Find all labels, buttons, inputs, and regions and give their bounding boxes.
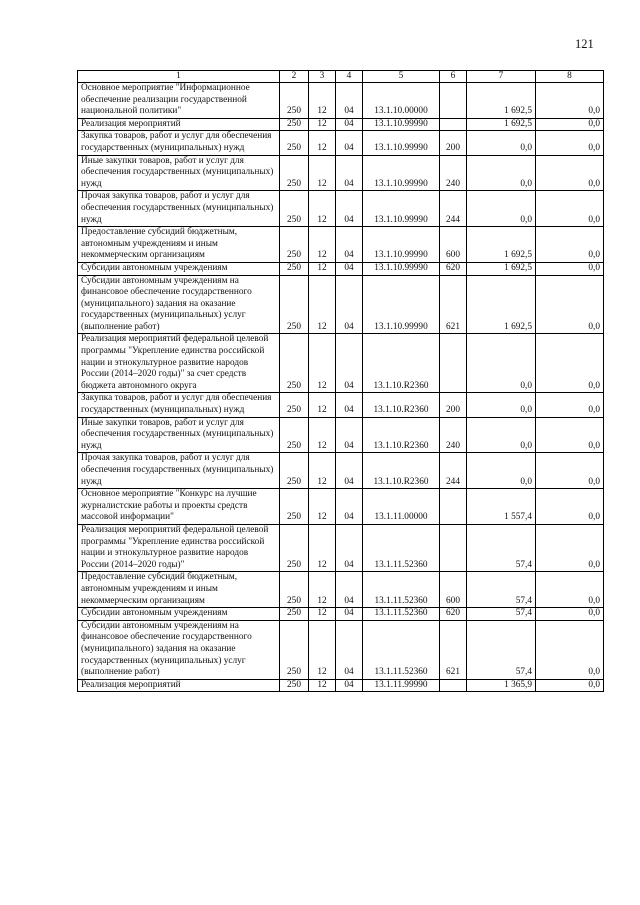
row-amount-cell: 0,0 <box>536 275 604 334</box>
row-amount-cell: 1 692,5 <box>467 118 536 131</box>
row-target-cell: 13.1.10.99990 <box>363 227 440 263</box>
row-name-cell: Реализация мероприятий <box>78 118 280 131</box>
row-expense-type-cell <box>440 334 467 393</box>
row-name-cell: Закупка товаров, работ и услуг для обеспечения государственных (муниципальных) нужд <box>78 393 280 417</box>
row-code-cell: 250 <box>280 608 309 621</box>
table-row <box>78 572 604 608</box>
row-amount-cell: 0,0 <box>536 679 604 692</box>
row-expense-type-cell: 620 <box>440 608 467 621</box>
row-code-cell: 250 <box>280 393 309 417</box>
row-name-cell: Основное мероприятие "Конкурс на лучшие журналистские работы и проекты средств массовой информации" <box>78 489 280 525</box>
row-name-cell: Предоставление субсидий бюджетным, автономным учреждениям и иным некоммерческим организациям <box>78 572 280 608</box>
row-amount-cell: 1 692,5 <box>467 275 536 334</box>
row-amount-cell: 1 692,5 <box>467 227 536 263</box>
row-name-cell: Прочая закупка товаров, работ и услуг для обеспечения государственных (муниципальных) нужд <box>78 453 280 489</box>
row-amount-cell: 0,0 <box>536 155 604 191</box>
row-subsection-cell: 04 <box>336 679 363 692</box>
row-name-cell: Субсидии автономным учреждениям на финансовое обеспечение государственного (муниципального) задания на оказание государственных (муниципальных) услуг (выполнение работ) <box>78 620 280 679</box>
row-subsection-cell: 04 <box>336 572 363 608</box>
row-target-cell: 13.1.11.52360 <box>363 620 440 679</box>
row-target-cell: 13.1.11.52360 <box>363 608 440 621</box>
row-name-cell: Иные закупки товаров, работ и услуг для обеспечения государственных (муниципальных) нужд <box>78 417 280 453</box>
row-subsection-cell: 04 <box>336 489 363 525</box>
row-section-cell: 12 <box>309 620 336 679</box>
row-section-cell: 12 <box>309 262 336 275</box>
row-amount-cell: 0,0 <box>536 118 604 131</box>
row-amount-cell: 57,4 <box>467 608 536 621</box>
row-name-cell: Субсидии автономным учреждениям на финансовое обеспечение государственного (муниципального) задания на оказание государственных (муниципальных) услуг (выполнение работ) <box>78 275 280 334</box>
table-body <box>78 83 604 692</box>
row-target-cell: 13.1.11.00000 <box>363 489 440 525</box>
row-subsection-cell: 04 <box>336 191 363 227</box>
table-row <box>78 227 604 263</box>
table-row <box>78 620 604 679</box>
row-expense-type-cell <box>440 118 467 131</box>
row-name-cell: Реализация мероприятий федеральной целевой программы "Укрепление единства российской нации и этнокультурное развитие народов России (2014–2020 годы)" <box>78 524 280 571</box>
row-target-cell: 13.1.10.R2360 <box>363 393 440 417</box>
row-target-cell: 13.1.10.99990 <box>363 191 440 227</box>
row-amount-cell: 0,0 <box>536 572 604 608</box>
row-subsection-cell: 04 <box>336 83 363 119</box>
row-amount-cell: 1 692,5 <box>467 262 536 275</box>
row-name-cell: Реализация мероприятий <box>78 679 280 692</box>
row-subsection-cell: 04 <box>336 275 363 334</box>
row-code-cell: 250 <box>280 679 309 692</box>
row-expense-type-cell <box>440 524 467 571</box>
row-amount-cell: 1 692,5 <box>467 83 536 119</box>
row-code-cell: 250 <box>280 155 309 191</box>
row-target-cell: 13.1.10.99990 <box>363 131 440 155</box>
header-cell: 7 <box>467 71 536 83</box>
row-section-cell: 12 <box>309 191 336 227</box>
row-amount-cell: 0,0 <box>467 155 536 191</box>
row-amount-cell: 0,0 <box>467 453 536 489</box>
row-subsection-cell: 04 <box>336 620 363 679</box>
row-subsection-cell: 04 <box>336 417 363 453</box>
row-code-cell: 250 <box>280 524 309 571</box>
row-code-cell: 250 <box>280 275 309 334</box>
row-amount-cell: 0,0 <box>536 524 604 571</box>
row-code-cell: 250 <box>280 227 309 263</box>
row-target-cell: 13.1.10.99990 <box>363 262 440 275</box>
header-cell: 2 <box>280 71 309 83</box>
row-section-cell: 12 <box>309 572 336 608</box>
table-row <box>78 131 604 155</box>
row-amount-cell: 1 365,9 <box>467 679 536 692</box>
table-row <box>78 83 604 119</box>
row-name-cell: Закупка товаров, работ и услуг для обеспечения государственных (муниципальных) нужд <box>78 131 280 155</box>
row-expense-type-cell: 244 <box>440 453 467 489</box>
row-name-cell: Субсидии автономным учреждениям <box>78 608 280 621</box>
row-amount-cell: 0,0 <box>467 393 536 417</box>
row-amount-cell: 0,0 <box>467 417 536 453</box>
row-amount-cell: 0,0 <box>536 131 604 155</box>
row-expense-type-cell: 240 <box>440 417 467 453</box>
row-code-cell: 250 <box>280 620 309 679</box>
row-expense-type-cell <box>440 489 467 525</box>
row-amount-cell: 0,0 <box>536 620 604 679</box>
row-subsection-cell: 04 <box>336 393 363 417</box>
row-name-cell: Прочая закупка товаров, работ и услуг для обеспечения государственных (муниципальных) нужд <box>78 191 280 227</box>
row-expense-type-cell: 600 <box>440 572 467 608</box>
table-row <box>78 608 604 621</box>
row-name-cell: Субсидии автономным учреждениям <box>78 262 280 275</box>
row-amount-cell: 0,0 <box>536 334 604 393</box>
row-amount-cell: 0,0 <box>467 191 536 227</box>
row-expense-type-cell: 240 <box>440 155 467 191</box>
row-subsection-cell: 04 <box>336 524 363 571</box>
row-target-cell: 13.1.10.R2360 <box>363 417 440 453</box>
row-target-cell: 13.1.10.99990 <box>363 118 440 131</box>
row-code-cell: 250 <box>280 131 309 155</box>
row-code-cell: 250 <box>280 83 309 119</box>
row-target-cell: 13.1.10.99990 <box>363 275 440 334</box>
row-subsection-cell: 04 <box>336 227 363 263</box>
row-expense-type-cell: 621 <box>440 275 467 334</box>
row-subsection-cell: 04 <box>336 118 363 131</box>
row-section-cell: 12 <box>309 155 336 191</box>
row-section-cell: 12 <box>309 118 336 131</box>
row-subsection-cell: 04 <box>336 334 363 393</box>
row-expense-type-cell: 200 <box>440 131 467 155</box>
row-amount-cell: 0,0 <box>536 262 604 275</box>
header-cell: 8 <box>536 71 604 83</box>
row-code-cell: 250 <box>280 572 309 608</box>
table-row <box>78 334 604 393</box>
table-row <box>78 393 604 417</box>
header-cell: 1 <box>78 71 280 83</box>
row-code-cell: 250 <box>280 489 309 525</box>
header-cell: 3 <box>309 71 336 83</box>
row-code-cell: 250 <box>280 453 309 489</box>
row-target-cell: 13.1.11.52360 <box>363 524 440 571</box>
row-target-cell: 13.1.10.R2360 <box>363 334 440 393</box>
row-amount-cell: 0,0 <box>536 83 604 119</box>
row-name-cell: Основное мероприятие "Информационное обеспечение реализации государственной национальной политики" <box>78 83 280 119</box>
row-subsection-cell: 04 <box>336 453 363 489</box>
row-amount-cell: 57,4 <box>467 524 536 571</box>
row-section-cell: 12 <box>309 275 336 334</box>
row-name-cell: Реализация мероприятий федеральной целевой программы "Укрепление единства российской нации и этнокультурное развитие народов России (2014–2020 годы)" за счет средств бюджета автономного округа <box>78 334 280 393</box>
row-amount-cell: 0,0 <box>467 131 536 155</box>
row-code-cell: 250 <box>280 417 309 453</box>
row-code-cell: 250 <box>280 262 309 275</box>
row-expense-type-cell: 244 <box>440 191 467 227</box>
row-section-cell: 12 <box>309 679 336 692</box>
row-amount-cell: 0,0 <box>536 227 604 263</box>
row-amount-cell: 0,0 <box>536 608 604 621</box>
row-name-cell: Иные закупки товаров, работ и услуг для обеспечения государственных (муниципальных) нужд <box>78 155 280 191</box>
row-target-cell: 13.1.10.R2360 <box>363 453 440 489</box>
row-section-cell: 12 <box>309 131 336 155</box>
row-amount-cell: 0,0 <box>536 489 604 525</box>
row-amount-cell: 57,4 <box>467 572 536 608</box>
row-target-cell: 13.1.11.52360 <box>363 572 440 608</box>
row-expense-type-cell <box>440 83 467 119</box>
table-row <box>78 453 604 489</box>
row-subsection-cell: 04 <box>336 608 363 621</box>
row-expense-type-cell: 600 <box>440 227 467 263</box>
row-section-cell: 12 <box>309 83 336 119</box>
row-section-cell: 12 <box>309 453 336 489</box>
table-row <box>78 524 604 571</box>
table-row <box>78 489 604 525</box>
budget-table <box>77 70 604 692</box>
row-code-cell: 250 <box>280 191 309 227</box>
table-row <box>78 417 604 453</box>
row-amount-cell: 0,0 <box>467 334 536 393</box>
row-amount-cell: 0,0 <box>536 417 604 453</box>
table-row <box>78 155 604 191</box>
row-section-cell: 12 <box>309 334 336 393</box>
row-expense-type-cell <box>440 679 467 692</box>
row-expense-type-cell: 621 <box>440 620 467 679</box>
header-cell: 4 <box>336 71 363 83</box>
table-row <box>78 679 604 692</box>
row-amount-cell: 1 557,4 <box>467 489 536 525</box>
header-cell: 6 <box>440 71 467 83</box>
row-target-cell: 13.1.10.00000 <box>363 83 440 119</box>
row-expense-type-cell: 200 <box>440 393 467 417</box>
row-amount-cell: 0,0 <box>536 191 604 227</box>
row-subsection-cell: 04 <box>336 131 363 155</box>
row-code-cell: 250 <box>280 334 309 393</box>
table-row <box>78 275 604 334</box>
table-row <box>78 191 604 227</box>
row-section-cell: 12 <box>309 489 336 525</box>
row-expense-type-cell: 620 <box>440 262 467 275</box>
row-section-cell: 12 <box>309 524 336 571</box>
row-amount-cell: 0,0 <box>536 393 604 417</box>
row-amount-cell: 57,4 <box>467 620 536 679</box>
row-target-cell: 13.1.11.99990 <box>363 679 440 692</box>
row-name-cell: Предоставление субсидий бюджетным, автономным учреждениям и иным некоммерческим организациям <box>78 227 280 263</box>
row-subsection-cell: 04 <box>336 262 363 275</box>
row-amount-cell: 0,0 <box>536 453 604 489</box>
row-section-cell: 12 <box>309 227 336 263</box>
row-section-cell: 12 <box>309 608 336 621</box>
page-number: 121 <box>575 37 594 51</box>
table-row <box>78 262 604 275</box>
row-subsection-cell: 04 <box>336 155 363 191</box>
table-header-row <box>78 71 604 83</box>
row-section-cell: 12 <box>309 417 336 453</box>
row-target-cell: 13.1.10.99990 <box>363 155 440 191</box>
header-cell: 5 <box>363 71 440 83</box>
table-row <box>78 118 604 131</box>
row-section-cell: 12 <box>309 393 336 417</box>
row-code-cell: 250 <box>280 118 309 131</box>
